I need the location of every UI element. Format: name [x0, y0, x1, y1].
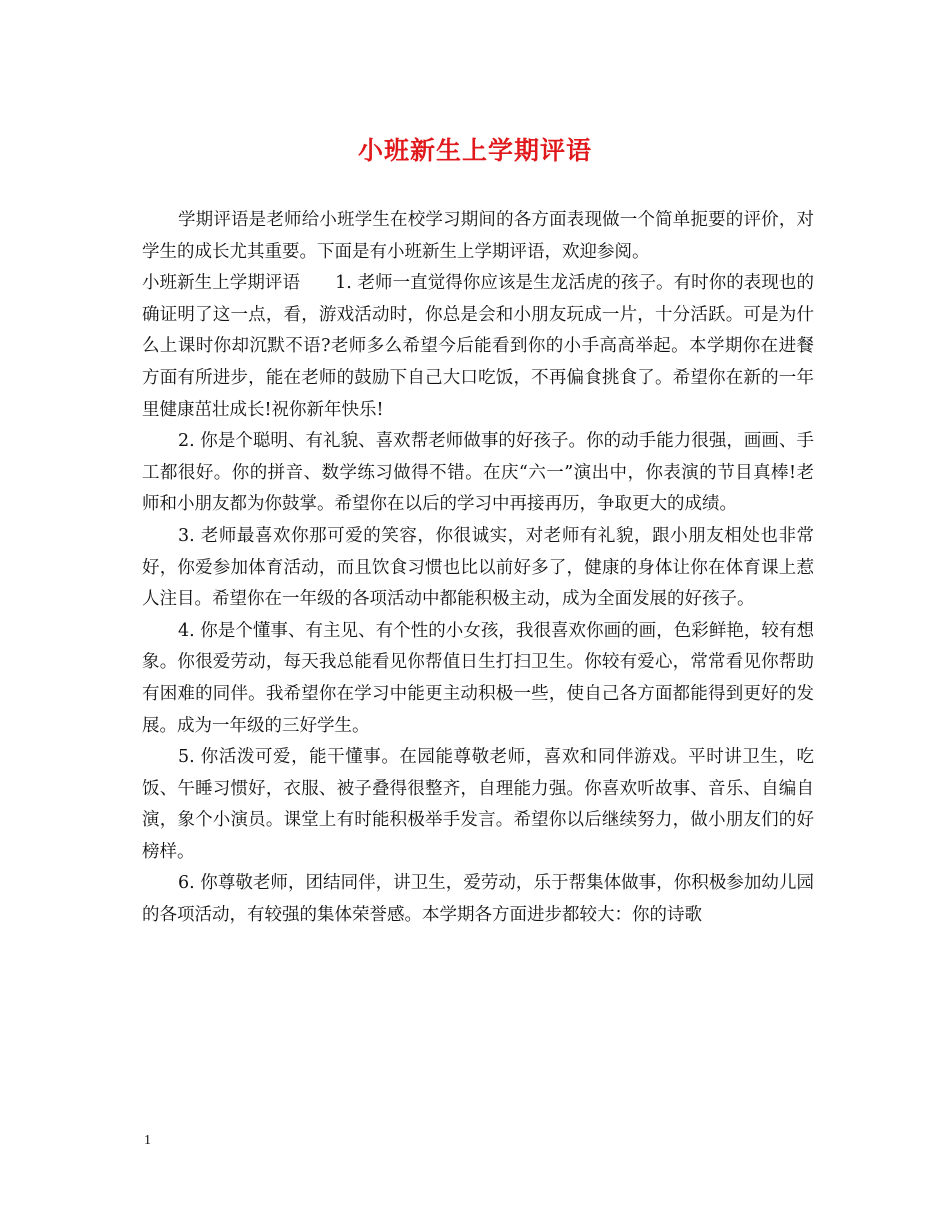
page-number: 1 [144, 1133, 151, 1148]
page-title: 小班新生上学期评语 [357, 136, 592, 165]
paragraph-comment-6: 6. 你尊敬老师，团结同伴，讲卫生，爱劳动，乐于帮集体做事，你积极参加幼儿园的各项活动，有较强的集体荣誉感。本学期各方面进步都较大：你的诗歌 [142, 873, 814, 926]
paragraph-comment-4: 4. 你是个懂事、有主见、有个性的小女孩，我很喜欢你画的画，色彩鲜艳，较有想象。你很爱劳动，每天我总能看见你帮值日生打扫卫生。你较有爱心，常常看见你帮助有困难的同伴。我希望你在学习中能更主动积极一些，使自己各方面都能得到更好的发展。成为一年级的三好学生。 [142, 620, 814, 736]
paragraph-comment-5: 5. 你活泼可爱，能干懂事。在园能尊敬老师，喜欢和同伴游戏。平时讲卫生，吃饭、午睡习惯好，衣服、被子叠得很整齐，自理能力强。你喜欢听故事、音乐、自编自演，象个小演员。课堂上有时能积极举手发言。希望你以后继续努力，做小朋友们的好榜样。 [142, 747, 814, 862]
document-body [142, 205, 814, 932]
paragraph-comment-1: 小班新生上学期评语 1. 老师一直觉得你应该是生龙活虎的孩子。有时你的表现也的确证明了这一点，看，游戏活动时，你总是会和小朋友玩成一片，十分活跃。可是为什么上课时你却沉默不语?老师多么希望今后能看到你的小手高高举起。本学期你在进餐方面有所进步，能在老师的鼓励下自己大口吃饭，不再偏食挑食了。希望你在新的一年里健康茁壮成长!祝你新年快乐! [142, 273, 814, 420]
paragraph-comment-2: 2. 你是个聪明、有礼貌、喜欢帮老师做事的好孩子。你的动手能力很强，画画、手工都很好。你的拼音、数学练习做得不错。在庆“六一”演出中，你表演的节目真棒!老师和小朋友都为你鼓掌。希望你在以后的学习中再接再历，争取更大的成绩。 [142, 431, 814, 515]
paragraph-intro: 学期评语是老师给小班学生在校学习期间的各方面表现做一个简单扼要的评价，对学生的成长尤其重要。下面是有小班新生上学期评语，欢迎参阅。 [142, 210, 814, 262]
paragraph-comment-3: 3. 老师最喜欢你那可爱的笑容，你很诚实，对老师有礼貌，跟小朋友相处也非常好，你爱参加体育活动，而且饮食习惯也比以前好多了，健康的身体让你在体育课上惹人注目。希望你在一年级的各项活动中都能积极主动，成为全面发展的好孩子。 [142, 525, 814, 610]
